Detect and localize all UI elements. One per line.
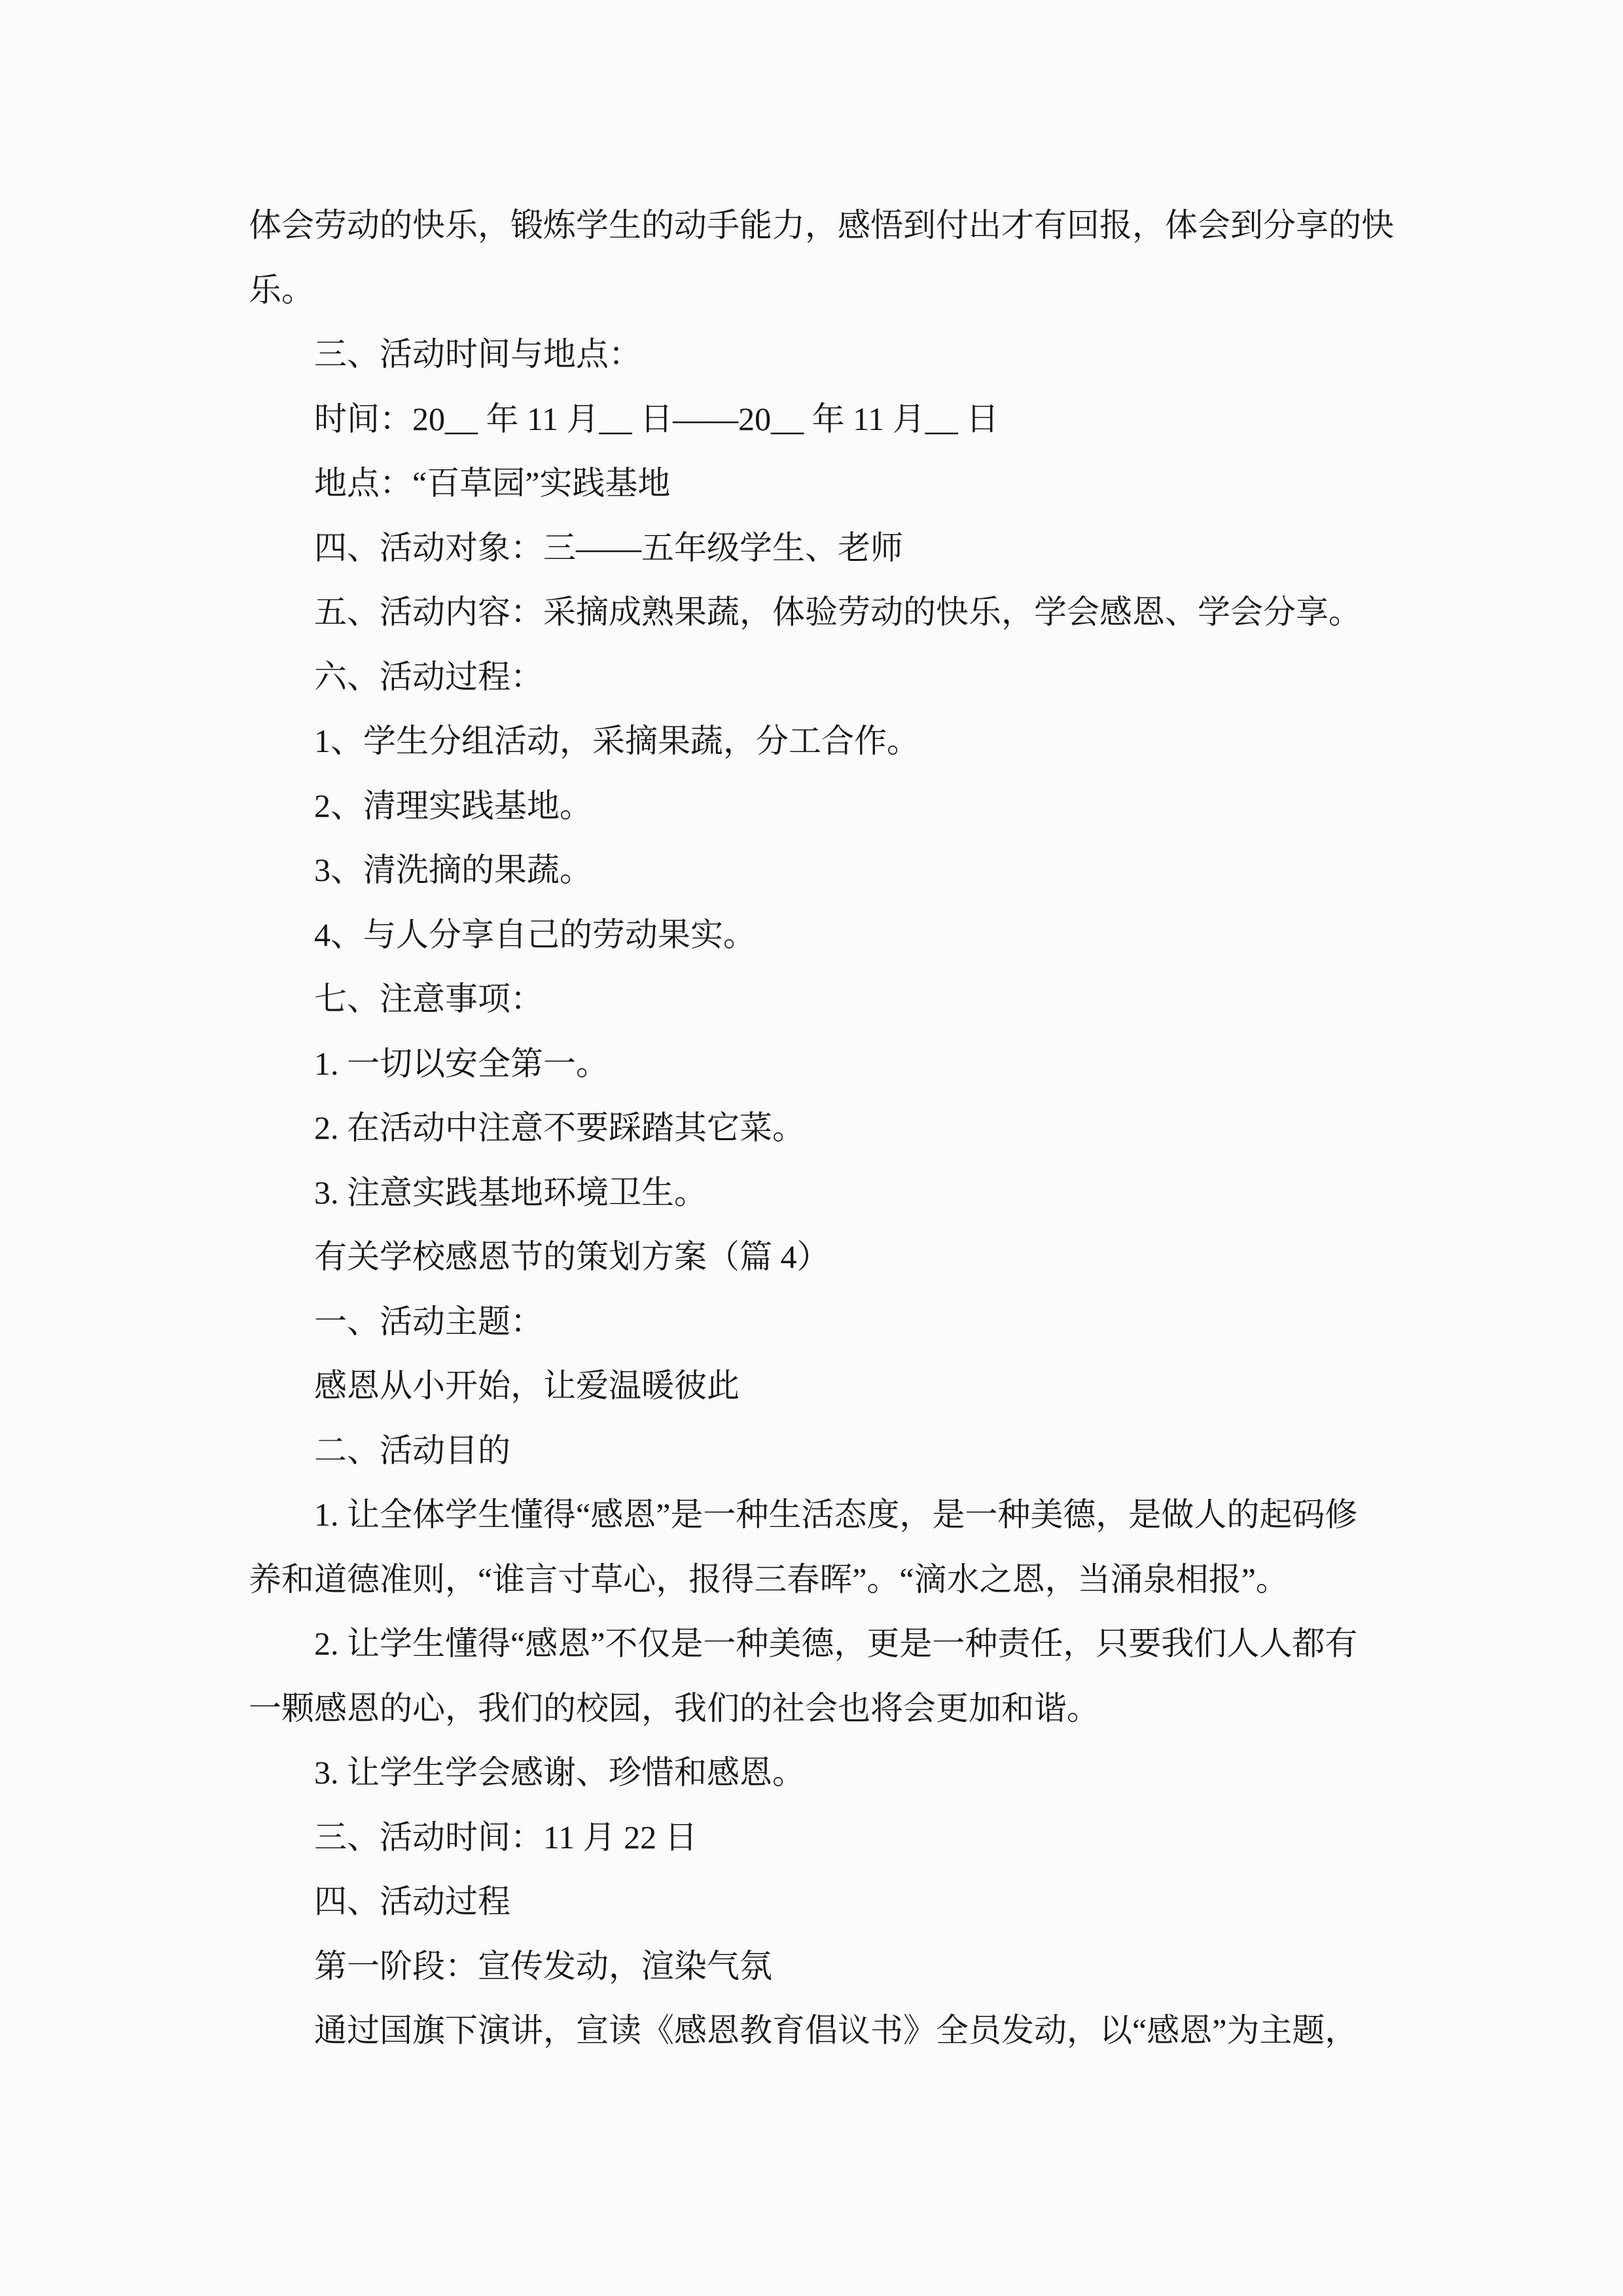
text-line: 时间：20__ 年 11 月__ 日——20__ 年 11 月__ 日: [314, 400, 999, 437]
text-line: 五、活动内容：采摘成熟果蔬，体验劳动的快乐，学会感恩、学会分享。: [314, 594, 1361, 630]
text-line: 地点：“百草园”实践基地: [314, 465, 671, 501]
text-line: 养和道德准则，“谁言寸草心，报得三春晖”。“滴水之恩，当涌泉相报”。: [249, 1560, 1289, 1598]
text-line: 2. 在活动中注意不要踩踏其它菜。: [314, 1109, 805, 1146]
text-line: 六、活动过程：: [314, 658, 543, 695]
text-line: 三、活动时间：11 月 22 日: [314, 1818, 698, 1856]
text-line: 1. 一切以安全第一。: [314, 1045, 609, 1082]
text-line: 一、活动主题：: [314, 1302, 543, 1340]
text-line: 3. 让学生学会感谢、珍惜和感恩。: [314, 1754, 805, 1791]
text-line: 1、学生分组活动，采摘果蔬，分工合作。: [314, 723, 919, 759]
text-line: 1. 让全体学生懂得“感恩”是一种生活态度，是一种美德，是做人的起码修: [314, 1496, 1358, 1533]
text-line: 感恩从小开始，让爱温暖彼此: [314, 1367, 740, 1404]
text-line: 二、活动目的: [314, 1431, 510, 1469]
text-line: 乐。: [249, 271, 314, 308]
text-line: 3、清洗摘的果蔬。: [314, 852, 592, 888]
text-line: 通过国旗下演讲，宣读《感恩教育倡议书》全员发动，以“感恩”为主题，: [314, 2012, 1358, 2049]
text-line: 2. 让学生懂得“感恩”不仅是一种美德，更是一种责任，只要我们人人都有: [314, 1625, 1358, 1662]
text-line: 四、活动对象：三——五年级学生、老师: [314, 529, 903, 566]
text-line: 2、清理实践基地。: [314, 787, 592, 824]
text-line: 三、活动时间与地点：: [314, 336, 641, 372]
text-line: 第一阶段：宣传发动，渲染气氛: [314, 1947, 772, 1984]
text-line: 有关学校感恩节的策划方案（篇 4）: [314, 1238, 830, 1275]
text-line: 3. 注意实践基地环境卫生。: [314, 1174, 707, 1211]
text-line: 体会劳动的快乐，锻炼学生的动手能力，感悟到付出才有回报，体会到分享的快: [249, 207, 1394, 243]
text-line: 4、与人分享自己的劳动果实。: [314, 916, 756, 953]
text-line: 七、注意事项：: [314, 980, 543, 1017]
document-body: [249, 193, 1394, 2063]
text-line: 一颗感恩的心，我们的校园，我们的社会也将会更加和谐。: [249, 1689, 1099, 1727]
text-line: 四、活动过程: [314, 1883, 510, 1920]
